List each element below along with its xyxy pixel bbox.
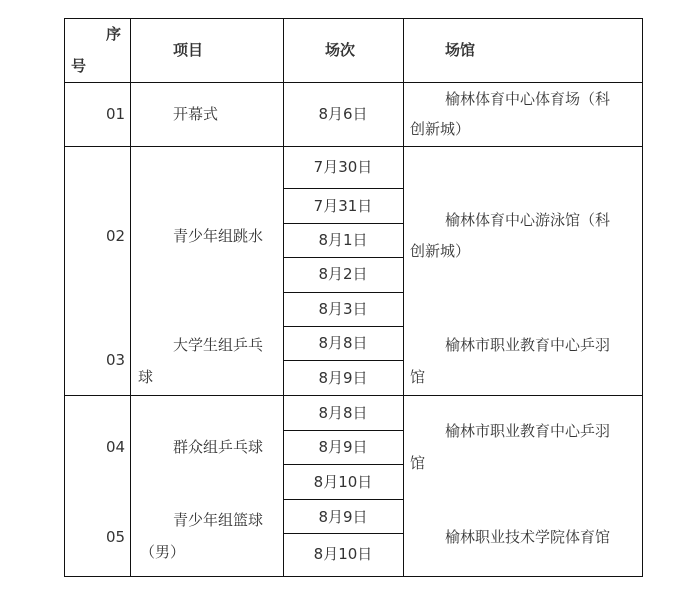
cell-venue: 榆林市职业教育中心乒羽 bbox=[445, 422, 611, 440]
header-seq: 号 bbox=[71, 57, 87, 75]
date-rule bbox=[283, 188, 403, 189]
cell-venue: 榆林体育中心游泳馆（科 bbox=[445, 211, 611, 229]
column-rule-3 bbox=[403, 18, 404, 577]
table-border-right bbox=[642, 18, 643, 577]
cell-date: 8月10日 bbox=[313, 473, 373, 491]
row-rule-1 bbox=[64, 146, 643, 147]
cell-venue: 榆林市职业教育中心乒羽 bbox=[445, 336, 611, 354]
table-border-top bbox=[64, 18, 643, 19]
cell-event: 群众组乒乓球 bbox=[173, 438, 264, 456]
date-rule bbox=[283, 360, 403, 361]
header-venue: 场馆 bbox=[445, 41, 476, 59]
cell-date: 8月8日 bbox=[318, 404, 368, 422]
cell-event: 球 bbox=[138, 368, 154, 386]
cell-event: （男） bbox=[140, 543, 186, 561]
cell-date: 8月9日 bbox=[318, 369, 368, 387]
cell-date: 8月2日 bbox=[318, 265, 368, 283]
cell-venue: 榆林职业技术学院体育馆 bbox=[445, 528, 611, 546]
date-rule bbox=[283, 464, 403, 465]
cell-date: 8月3日 bbox=[318, 300, 368, 318]
table-border-bottom bbox=[64, 576, 643, 577]
header-bottom-rule bbox=[64, 82, 643, 83]
column-rule-2 bbox=[283, 18, 284, 577]
cell-seq: 04 bbox=[106, 438, 126, 456]
cell-date: 8月8日 bbox=[318, 334, 368, 352]
date-rule bbox=[283, 533, 403, 534]
cell-event: 开幕式 bbox=[173, 105, 219, 123]
cell-seq: 05 bbox=[106, 528, 126, 546]
date-rule bbox=[283, 257, 403, 258]
cell-date: 7月31日 bbox=[313, 197, 373, 215]
date-rule bbox=[283, 499, 403, 500]
cell-event: 青少年组跳水 bbox=[173, 227, 264, 245]
cell-venue: 创新城） bbox=[410, 242, 471, 260]
cell-date: 8月9日 bbox=[318, 508, 368, 526]
cell-date: 8月10日 bbox=[313, 545, 373, 563]
header-session: 场次 bbox=[325, 41, 356, 59]
cell-date: 7月30日 bbox=[313, 158, 373, 176]
cell-seq: 03 bbox=[106, 351, 126, 369]
cell-date: 8月9日 bbox=[318, 438, 368, 456]
date-rule bbox=[283, 430, 403, 431]
header-seq: 序 bbox=[106, 25, 122, 43]
cell-date: 8月6日 bbox=[318, 105, 368, 123]
date-rule bbox=[283, 292, 403, 293]
cell-event: 青少年组篮球 bbox=[173, 511, 264, 529]
row-rule-2 bbox=[64, 395, 643, 396]
cell-seq: 02 bbox=[106, 227, 126, 245]
cell-date: 8月1日 bbox=[318, 231, 368, 249]
cell-seq: 01 bbox=[106, 105, 126, 123]
cell-venue: 创新城） bbox=[410, 120, 471, 138]
column-rule-1 bbox=[130, 18, 131, 577]
date-rule bbox=[283, 326, 403, 327]
cell-venue: 馆 bbox=[410, 368, 426, 386]
table-border-left bbox=[64, 18, 65, 577]
cell-venue: 榆林体育中心体育场（科 bbox=[445, 90, 611, 108]
cell-venue: 馆 bbox=[410, 454, 426, 472]
cell-event: 大学生组乒乓 bbox=[173, 336, 264, 354]
header-event: 项目 bbox=[173, 41, 204, 59]
date-rule bbox=[283, 223, 403, 224]
